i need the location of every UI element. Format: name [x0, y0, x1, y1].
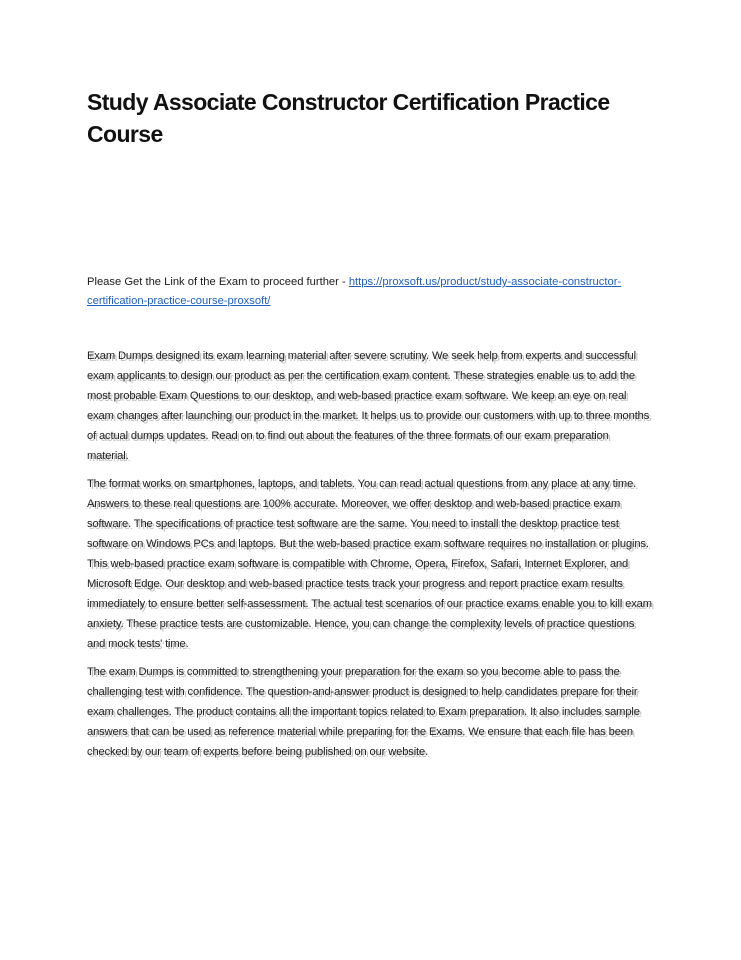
paragraph-format: The format works on smartphones, laptops, and tablets. You can read actual questions from any place at any time. Answers to these real questions are 100% accurate. Moreover, we offer desktop and web-based practice exam software. The specifications of practice test software are the same. You need to install the desktop practice test software on Windows PCs and laptops. But the web-based practice exam software requires no installation or plugins. This web-based practice exam software is compatible with Chrome, Opera, Firefox, Safari, Internet Explorer, and Microsoft Edge. Our desktop and web-based practice tests track your progress and report practice exam results immediately to ensure better self-assessment. The actual test scenarios of our practice exams enable you to kill exam anxiety. These practice tests are customizable. Hence, you can change the complexity levels of practice questions and mock tests' time. — [87, 478, 652, 650]
intro-paragraph — [87, 273, 647, 311]
paragraph-exam-dumps: Exam Dumps designed its exam learning material after severe scrutiny. We seek help from experts and successful exam applicants to design our product as per the certification exam content. These strategies enable us to add the most probable Exam Questions to our desktop, and web-based practice exam software. We keep an eye on real exam changes after launching our product in the market. It helps us to provide our customers with up to three months of actual dumps updates. Read on to find out about the features of the three formats of our exam preparation material. — [87, 350, 650, 462]
paragraph-commitment: The exam Dumps is committed to strengthening your preparation for the exam so you become able to pass the challenging test with confidence. The question-and-answer product is designed to help candidates prepare for their exam challenges. The product contains all the important topics related to Exam preparation. It also includes sample answers that can be used as reference material while preparing for the Exams. We ensure that each file has been checked by our team of experts before being published on our website. — [87, 666, 640, 758]
document-title: Study Associate Constructor Certification Practice Course — [87, 89, 610, 147]
body-text — [87, 346, 653, 770]
intro-text: Please Get the Link of the Exam to proceed further - — [87, 276, 349, 288]
exam-link[interactable]: https://proxsoft.us/product/study-associate-constructor-certification-practice-course-proxsoft/ — [87, 276, 622, 307]
